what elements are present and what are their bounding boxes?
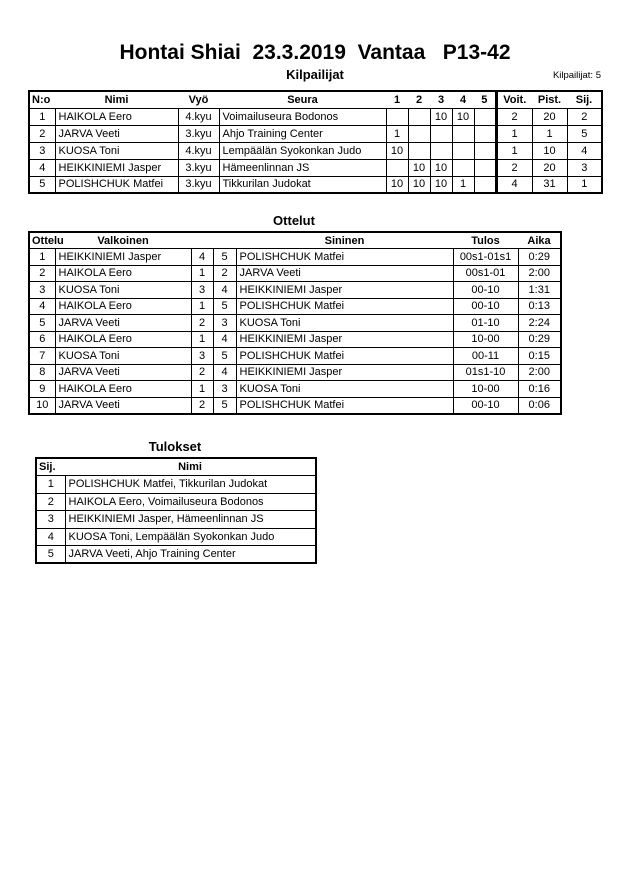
- cell-name: JARVA Veeti: [55, 125, 178, 142]
- col-header-blue-number: [213, 232, 236, 249]
- cell-result: 00-10: [453, 282, 518, 299]
- cell-white-name: JARVA Veeti: [55, 397, 191, 414]
- cell-white-number: 1: [191, 265, 213, 282]
- cell-result: 00s1-01s1: [453, 249, 518, 266]
- cell-match-3: 10: [430, 176, 452, 193]
- col-header-match-5: 5: [474, 91, 496, 108]
- cell-result: 10-00: [453, 331, 518, 348]
- section-heading-competitors: Kilpailijat: [286, 67, 344, 82]
- cell-club: Lempäälän Syokonkan Judo: [219, 142, 386, 159]
- cell-time: 0:29: [518, 331, 561, 348]
- cell-match-no: 5: [29, 315, 55, 332]
- col-header-match-no: Ottelu: [29, 232, 55, 249]
- cell-blue-number: 4: [213, 364, 236, 381]
- col-header-match-3: 3: [430, 91, 452, 108]
- cell-match-2: [408, 125, 430, 142]
- cell-white-number: 3: [191, 282, 213, 299]
- col-header-result: Tulos: [453, 232, 518, 249]
- competitors-table: [28, 90, 603, 194]
- cell-place: 3: [567, 159, 602, 176]
- cell-match-2: 10: [408, 159, 430, 176]
- col-header-belt: Vyö: [178, 91, 219, 108]
- cell-result: 01s1-10: [453, 364, 518, 381]
- table-row: [29, 381, 561, 398]
- cell-blue-number: 3: [213, 381, 236, 398]
- cell-place: 5: [567, 125, 602, 142]
- table-row: [29, 125, 602, 142]
- cell-white-name: KUOSA Toni: [55, 282, 191, 299]
- cell-wins: 1: [496, 142, 532, 159]
- matches-body: [29, 249, 561, 414]
- cell-blue-number: 4: [213, 282, 236, 299]
- cell-match-5: [474, 125, 496, 142]
- cell-name: POLISHCHUK Matfei: [55, 176, 178, 193]
- cell-match-4: [452, 159, 474, 176]
- cell-match-1: [386, 108, 408, 125]
- cell-blue-number: 5: [213, 249, 236, 266]
- cell-white-name: JARVA Veeti: [55, 315, 191, 332]
- cell-time: 0:13: [518, 298, 561, 315]
- cell-name: HEIKKINIEMI Jasper, Hämeenlinnan JS: [65, 511, 316, 529]
- cell-wins: 4: [496, 176, 532, 193]
- cell-result: 01-10: [453, 315, 518, 332]
- page-title: Hontai Shiai 23.3.2019 Vantaa P13-42: [119, 41, 511, 64]
- table-row: [29, 315, 561, 332]
- cell-blue-name: POLISHCHUK Matfei: [236, 348, 453, 365]
- cell-white-name: HEIKKINIEMI Jasper: [55, 249, 191, 266]
- cell-place: 1: [567, 176, 602, 193]
- competitors-body: [29, 108, 602, 193]
- cell-points: 20: [532, 159, 567, 176]
- cell-match-4: [452, 142, 474, 159]
- cell-match-1: 10: [386, 176, 408, 193]
- cell-white-number: 1: [191, 298, 213, 315]
- cell-match-1: 10: [386, 142, 408, 159]
- cell-blue-name: HEIKKINIEMI Jasper: [236, 364, 453, 381]
- table-row: [36, 511, 316, 529]
- table-row: [36, 493, 316, 511]
- cell-white-number: 1: [191, 331, 213, 348]
- cell-result: 00-11: [453, 348, 518, 365]
- cell-match-no: 10: [29, 397, 55, 414]
- cell-belt: 4.kyu: [178, 108, 219, 125]
- cell-time: 1:31: [518, 282, 561, 299]
- matches-header-row: [29, 232, 561, 249]
- cell-place: 3: [36, 511, 65, 529]
- cell-match-3: [430, 142, 452, 159]
- cell-match-5: [474, 142, 496, 159]
- col-header-match-2: 2: [408, 91, 430, 108]
- cell-result: 00-10: [453, 397, 518, 414]
- cell-name: KUOSA Toni, Lempäälän Syokonkan Judo: [65, 528, 316, 546]
- table-row: [29, 108, 602, 125]
- table-row: [36, 476, 316, 494]
- results-table: [35, 457, 317, 564]
- cell-match-2: [408, 108, 430, 125]
- cell-match-2: 10: [408, 176, 430, 193]
- cell-place: 4: [567, 142, 602, 159]
- cell-match-no: 9: [29, 381, 55, 398]
- cell-no: 3: [29, 142, 55, 159]
- cell-points: 10: [532, 142, 567, 159]
- cell-match-5: [474, 159, 496, 176]
- cell-white-number: 2: [191, 397, 213, 414]
- col-header-match-1: 1: [386, 91, 408, 108]
- col-header-name: Nimi: [55, 91, 178, 108]
- col-header-place: Sij.: [567, 91, 602, 108]
- cell-no: 1: [29, 108, 55, 125]
- cell-points: 1: [532, 125, 567, 142]
- cell-match-3: [430, 125, 452, 142]
- cell-white-name: JARVA Veeti: [55, 364, 191, 381]
- cell-time: 2:00: [518, 364, 561, 381]
- col-header-place: Sij.: [36, 458, 65, 476]
- cell-club: Hämeenlinnan JS: [219, 159, 386, 176]
- cell-club: Ahjo Training Center: [219, 125, 386, 142]
- cell-white-name: HAIKOLA Eero: [55, 298, 191, 315]
- competitors-count: Kilpailijat: 5: [552, 70, 601, 81]
- table-row: [29, 331, 561, 348]
- cell-match-no: 2: [29, 265, 55, 282]
- cell-blue-name: HEIKKINIEMI Jasper: [236, 282, 453, 299]
- cell-blue-number: 5: [213, 298, 236, 315]
- section-heading-results: Tulokset: [148, 439, 202, 454]
- cell-white-number: 3: [191, 348, 213, 365]
- cell-blue-name: HEIKKINIEMI Jasper: [236, 331, 453, 348]
- cell-match-3: 10: [430, 108, 452, 125]
- cell-match-1: [386, 159, 408, 176]
- col-header-white: Valkoinen: [55, 232, 191, 249]
- cell-points: 31: [532, 176, 567, 193]
- cell-blue-number: 3: [213, 315, 236, 332]
- table-row: [29, 282, 561, 299]
- cell-club: Voimailuseura Bodonos: [219, 108, 386, 125]
- cell-wins: 2: [496, 159, 532, 176]
- cell-no: 2: [29, 125, 55, 142]
- col-header-time: Aika: [518, 232, 561, 249]
- table-row: [29, 249, 561, 266]
- results-body: [36, 476, 316, 564]
- cell-wins: 1: [496, 125, 532, 142]
- cell-time: 0:29: [518, 249, 561, 266]
- cell-belt: 3.kyu: [178, 159, 219, 176]
- cell-match-no: 8: [29, 364, 55, 381]
- table-row: [29, 176, 602, 193]
- cell-time: 0:15: [518, 348, 561, 365]
- competitors-header-row: [29, 91, 602, 108]
- cell-match-1: 1: [386, 125, 408, 142]
- cell-blue-number: 5: [213, 397, 236, 414]
- cell-match-3: 10: [430, 159, 452, 176]
- cell-match-no: 1: [29, 249, 55, 266]
- table-row: [29, 364, 561, 381]
- cell-white-name: HAIKOLA Eero: [55, 331, 191, 348]
- cell-place: 2: [36, 493, 65, 511]
- cell-blue-name: POLISHCHUK Matfei: [236, 397, 453, 414]
- cell-match-4: 10: [452, 108, 474, 125]
- cell-place: 1: [36, 476, 65, 494]
- col-header-no: N:o: [29, 91, 55, 108]
- cell-blue-name: KUOSA Toni: [236, 381, 453, 398]
- table-row: [29, 298, 561, 315]
- cell-no: 5: [29, 176, 55, 193]
- cell-white-number: 2: [191, 364, 213, 381]
- cell-white-number: 2: [191, 315, 213, 332]
- cell-white-name: HAIKOLA Eero: [55, 381, 191, 398]
- cell-match-4: [452, 125, 474, 142]
- table-row: [29, 348, 561, 365]
- cell-white-name: HAIKOLA Eero: [55, 265, 191, 282]
- cell-name: HAIKOLA Eero: [55, 108, 178, 125]
- cell-name: HAIKOLA Eero, Voimailuseura Bodonos: [65, 493, 316, 511]
- cell-name: JARVA Veeti, Ahjo Training Center: [65, 546, 316, 564]
- col-header-name: Nimi: [65, 458, 316, 476]
- cell-points: 20: [532, 108, 567, 125]
- cell-name: HEIKKINIEMI Jasper: [55, 159, 178, 176]
- results-header-row: [36, 458, 316, 476]
- matches-table: [28, 231, 562, 415]
- cell-result: 00-10: [453, 298, 518, 315]
- cell-time: 0:16: [518, 381, 561, 398]
- table-row: [36, 546, 316, 564]
- table-row: [29, 142, 602, 159]
- cell-blue-number: 4: [213, 331, 236, 348]
- cell-white-number: 4: [191, 249, 213, 266]
- section-heading-matches: Ottelut: [273, 213, 315, 228]
- col-header-blue: Sininen: [236, 232, 453, 249]
- col-header-wins: Voit.: [496, 91, 532, 108]
- cell-place: 5: [36, 546, 65, 564]
- col-header-match-4: 4: [452, 91, 474, 108]
- cell-belt: 4.kyu: [178, 142, 219, 159]
- cell-blue-name: JARVA Veeti: [236, 265, 453, 282]
- table-row: [36, 528, 316, 546]
- cell-time: 0:06: [518, 397, 561, 414]
- cell-match-2: [408, 142, 430, 159]
- cell-white-name: KUOSA Toni: [55, 348, 191, 365]
- cell-wins: 2: [496, 108, 532, 125]
- cell-time: 2:00: [518, 265, 561, 282]
- col-header-points: Pist.: [532, 91, 567, 108]
- cell-blue-name: POLISHCHUK Matfei: [236, 249, 453, 266]
- cell-time: 2:24: [518, 315, 561, 332]
- cell-name: KUOSA Toni: [55, 142, 178, 159]
- table-row: [29, 159, 602, 176]
- cell-match-4: 1: [452, 176, 474, 193]
- cell-place: 4: [36, 528, 65, 546]
- cell-name: POLISHCHUK Matfei, Tikkurilan Judokat: [65, 476, 316, 494]
- cell-belt: 3.kyu: [178, 125, 219, 142]
- cell-match-no: 4: [29, 298, 55, 315]
- cell-white-number: 1: [191, 381, 213, 398]
- col-header-white-number: [191, 232, 213, 249]
- cell-no: 4: [29, 159, 55, 176]
- cell-match-5: [474, 108, 496, 125]
- table-row: [29, 397, 561, 414]
- table-row: [29, 265, 561, 282]
- col-header-club: Seura: [219, 91, 386, 108]
- cell-result: 10-00: [453, 381, 518, 398]
- cell-blue-number: 5: [213, 348, 236, 365]
- cell-match-no: 3: [29, 282, 55, 299]
- cell-club: Tikkurilan Judokat: [219, 176, 386, 193]
- cell-blue-name: KUOSA Toni: [236, 315, 453, 332]
- cell-match-no: 6: [29, 331, 55, 348]
- cell-blue-name: POLISHCHUK Matfei: [236, 298, 453, 315]
- cell-match-5: [474, 176, 496, 193]
- cell-belt: 3.kyu: [178, 176, 219, 193]
- cell-blue-number: 2: [213, 265, 236, 282]
- cell-result: 00s1-01: [453, 265, 518, 282]
- cell-place: 2: [567, 108, 602, 125]
- cell-match-no: 7: [29, 348, 55, 365]
